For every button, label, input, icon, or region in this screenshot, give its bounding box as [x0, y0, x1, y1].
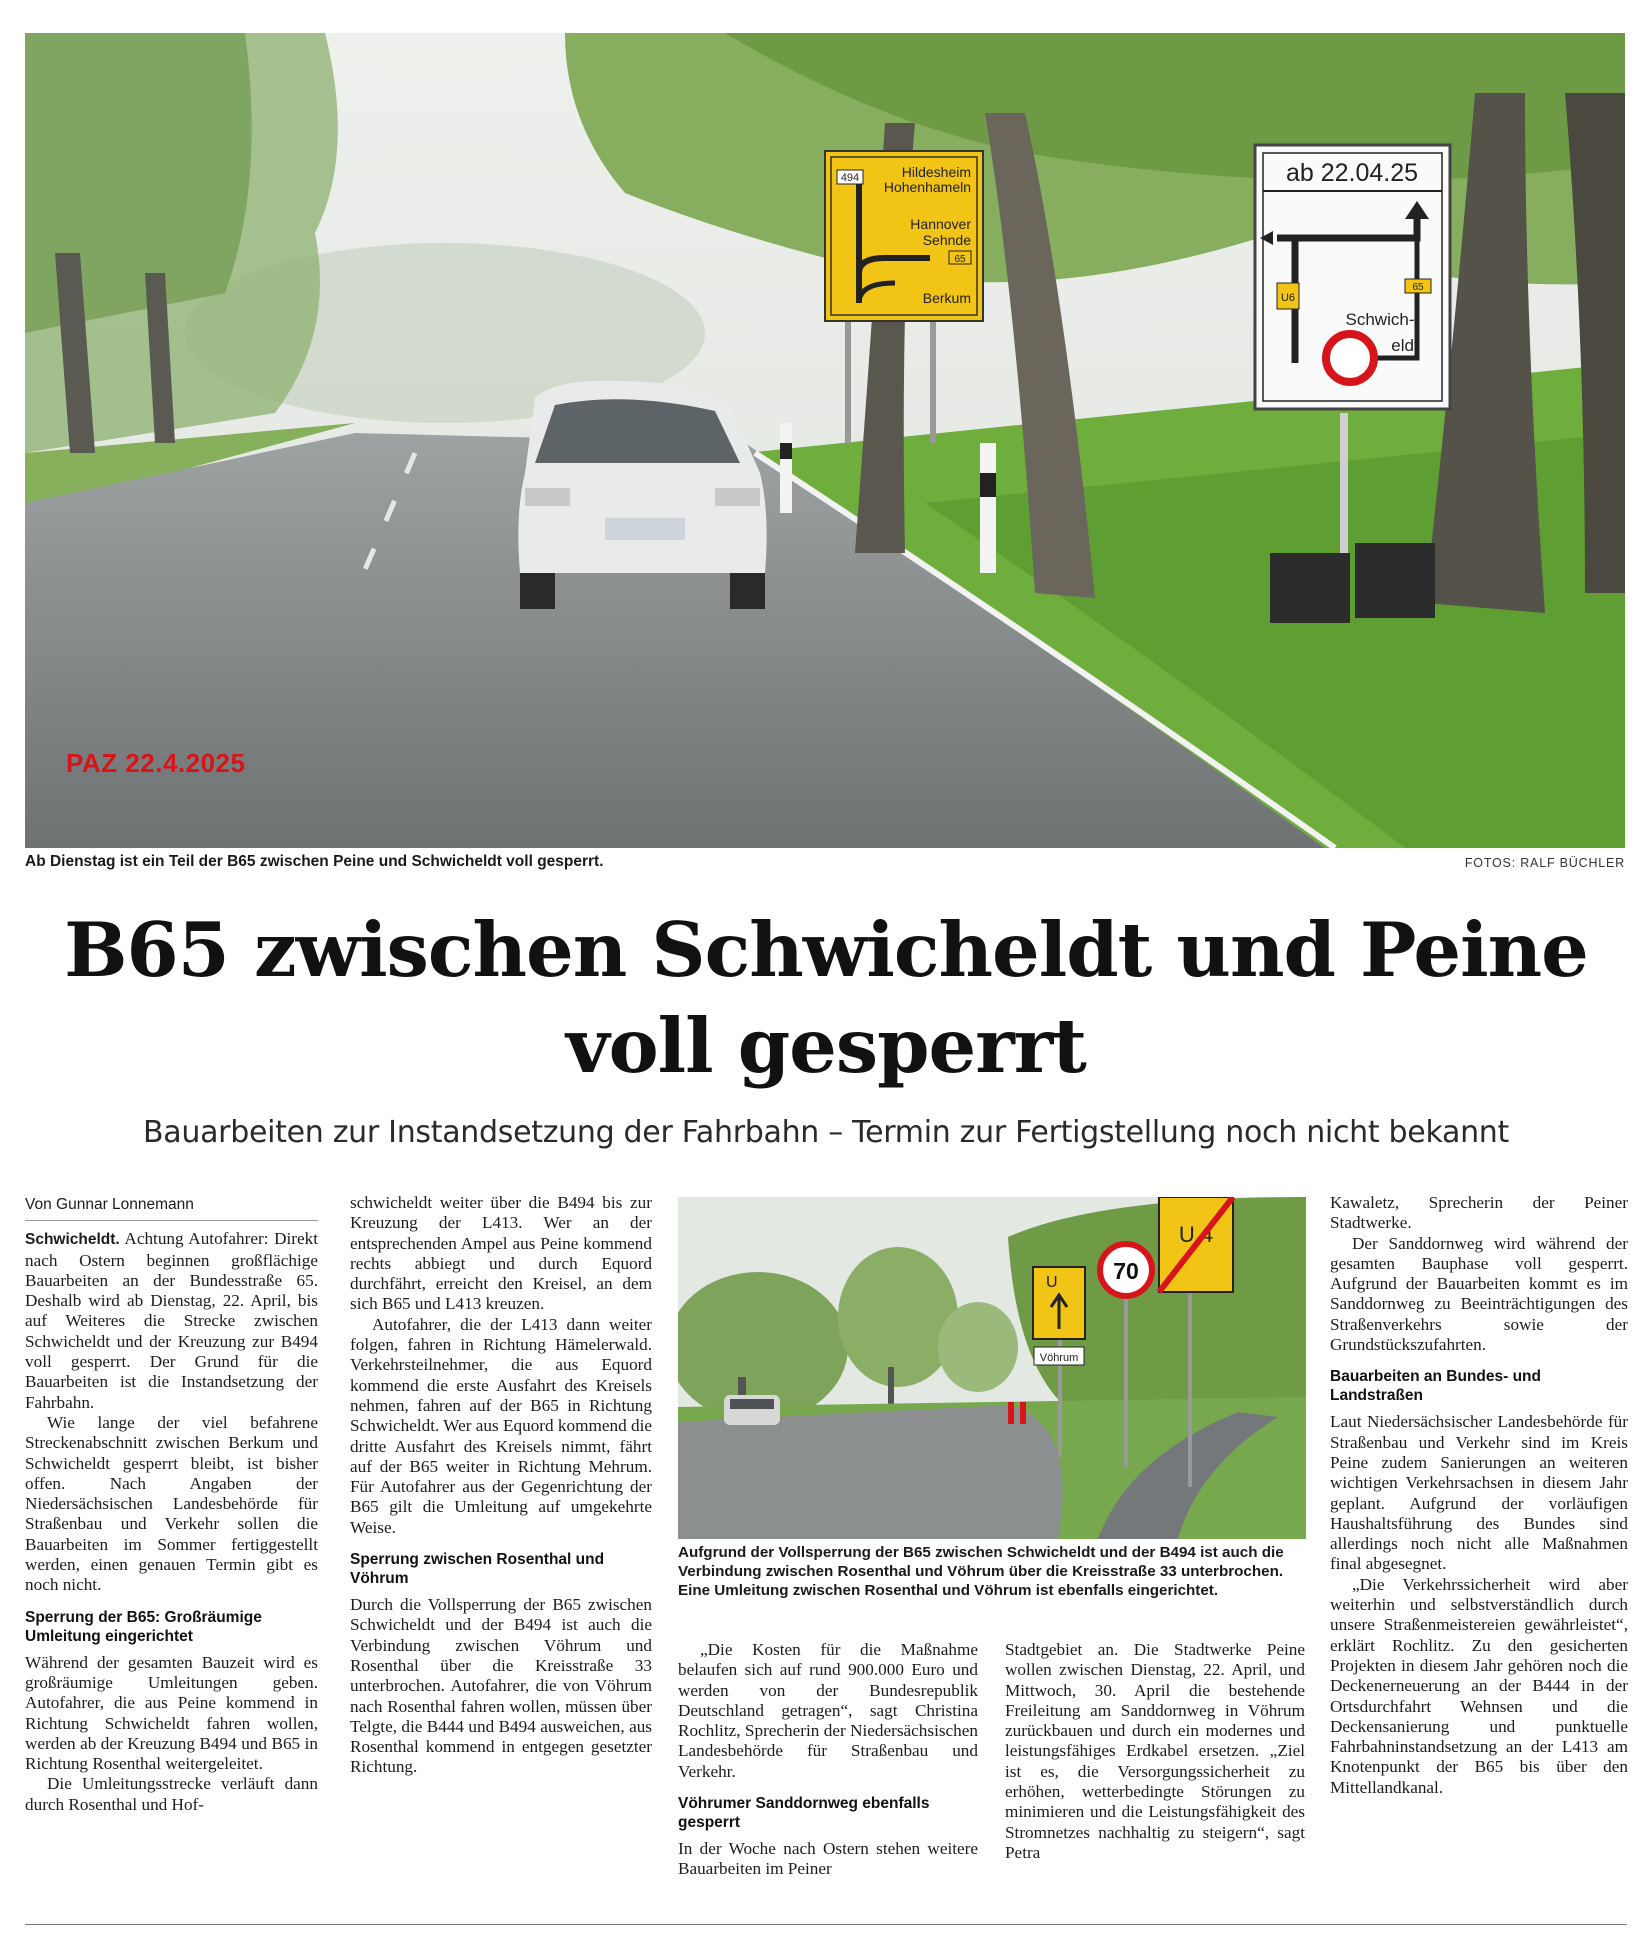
sign-text-hannover: Hannover	[910, 216, 971, 232]
column-2	[350, 1193, 652, 1778]
byline: Von Gunnar Lonnemann	[25, 1196, 194, 1213]
byline-rule	[25, 1220, 318, 1221]
col1-paragraph-3: Während der gesamten Bauzeit wird es großräumige Umleitungen geben. Autofahrer, die aus Peine kommend in Richtung Schwicheldt fahren wollen, werden ab der Kreuzung B494 und B65 in Richtung Rosenthal weitergeleitet.	[25, 1652, 318, 1774]
photo-credit: FOTOS: RALF BÜCHLER	[1464, 856, 1625, 870]
headline	[40, 902, 1612, 1094]
col1-paragraph-1	[25, 1229, 318, 1413]
sign-voehrum: Vöhrum	[1039, 1352, 1079, 1364]
col2-paragraph-1: schwicheldt weiter über die B494 bis zur Kreuzung der L413. Wer an der entsprechenden Ampel aus Peine kommend rechts abbiegt und durch Equord durchfährt, erreicht den Kreisel, an dem sich B65 und L413 kreuzen.	[350, 1193, 652, 1314]
sign-text-sehnde: Sehnde	[922, 232, 971, 248]
column-5	[1330, 1193, 1628, 1798]
col1-paragraph-4: Die Umleitungsstrecke verläuft dann durch Rosenthal und Hof-	[25, 1774, 318, 1814]
detour-sign-u6: U6	[1280, 292, 1296, 304]
col2-paragraph-3: Durch die Vollsperrung der B65 zwischen Schwicheldt und der B494 ist auch die Verbindung zwischen Vöhrum und Rosenthal über die Kreisstraße 33 unterbrochen. Autofahrer, die von Vöhrum nach Rosenthal fahren wollen, müssen über Telgte, die B444 und B494 ausweichen, aus Rosenthal kommend in entgegen gesetzter Richtung.	[350, 1595, 652, 1777]
photo-caption: Ab Dienstag ist ein Teil der B65 zwischen Peine und Schwicheldt voll gesperrt.	[25, 853, 604, 870]
col3-paragraph-1: „Die Kosten für die Maßnahme belaufen sich auf rund 900.000 Euro und werden von der Bundesrepublik Deutschland getragen“, sagt Christina Rochlitz, Sprecherin der Niedersächsischen Landesbehörde für Straßenbau und Verkehr.	[678, 1640, 978, 1781]
col1-paragraph-1-text: Achtung Autofahrer: Direkt nach Ostern beginnen großflächige Bauarbeiten an der Bundesstraße 65. Deshalb wird ab Dienstag, 22. April, bis auf Weiteres die Strecke zwischen Schwicheldt und der Kreuzung zur B494 voll gesperrt. Der Grund für die Bauarbeiten ist die Instandsetzung der Fahrbahn.	[25, 1229, 318, 1412]
detour-sign	[1255, 145, 1450, 409]
detour-sign-place1: Schwich-	[1345, 310, 1415, 329]
column-1	[25, 1195, 318, 1815]
col4-paragraph-1: Stadtgebiet an. Die Stadtwerke Peine wollen zwischen Dienstag, 22. April, und Mittwoch, 30. April die bestehende Freileitung am Sanddornweg in Vöhrum zurückbauen und durch ein modernes und leistungsfähiges Erdkabel ersetzen. „Ziel ist es, die Versorgungssicherheit zu erhöhen, wetterbedingte Störungen zu minimieren und die Leistungsfähigkeit des Stromnetzes nachhaltig zu steigern“, sagt Petra	[1005, 1640, 1305, 1862]
sign-u: U	[1046, 1274, 1058, 1291]
col2-subheading: Sperrung zwischen Rosenthal und Vöhrum	[350, 1551, 605, 1588]
col5-paragraph-4: „Die Verkehrssicherheit wird aber weiterhin und selbstverständlich durch unsere Straßenmeistereien gewährleistet“, erklärt Rochlitz. Zu den gesicherten Projekten in diesem Jahr gehören noch die Deckenerneuerung an der B444 in der Ortsdurchfahrt Wehnsen und die Deckensanierung und punktuelle Fahrbahninstandsetzung an der L413 am Knotenpunkt der B65 bis über den Mittellandkanal.	[1330, 1574, 1628, 1797]
bottom-rule	[25, 1924, 1627, 1925]
col1-paragraph-2: Wie lange der viel befahrene Streckenabschnitt zwischen Berkum und Schwicheldt gesperrt bleibt, ist bisher offen. Nach Angaben der Niedersächsischen Landesbehörde für Straßenbau und Verkehr sollen die Bauarbeiten im Sommer fertiggestellt werden, einen genauen Termin gibt es noch nicht.	[25, 1412, 318, 1595]
sign-70: 70	[1113, 1258, 1139, 1284]
col5-paragraph-3: Laut Niedersächsischer Landesbehörde für Straßenbau und Verkehr sind im Kreis Peine zudem Sanierungen an weiteren wichtigen Verkehrsachsen in diesem Jahr geplant. Aufgrund der vorläufigen Haushaltsführung des Bundes sind allerdings noch nicht alle Maßnahmen final abgesegnet.	[1330, 1412, 1628, 1574]
col3-paragraph-2: In der Woche nach Ostern stehen weitere Bauarbeiten im Peiner	[678, 1839, 978, 1879]
secondary-photo-illustration	[678, 1197, 1306, 1539]
detour-sign-road-65: 65	[1412, 282, 1424, 293]
dateline: Schwicheldt.	[25, 1231, 120, 1249]
detour-sign-place2: eldt	[1391, 336, 1419, 355]
column-4	[1005, 1640, 1305, 1863]
col1-subheading: Sperrung der B65: Großräumige Umleitung eingerichtet	[25, 1608, 262, 1645]
headline-line-2: voll gesperrt	[566, 1002, 1086, 1090]
col3-subheading: Vöhrumer Sanddornweg ebenfalls gesperrt	[678, 1795, 930, 1832]
newspaper-stamp: PAZ 22.4.2025	[66, 748, 246, 778]
col2-paragraph-2: Autofahrer, die der L413 dann weiter folgen, fahren in Richtung Hämelerwald. Verkehrsteilnehmer, die aus Equord kommend die erste Ausfahrt des Kreisels nehmen, fahren auf der B65 in Richtung Schwicheldt. Wer aus Equord kommend die dritte Ausfahrt des Kreisels nimmt, fährt auf der B65 weiter in Richtung Mehrum. Für Autofahrer aus der Gegenrichtung der B65 gilt die Umleitung auf umgekehrte Weise.	[350, 1314, 652, 1537]
secondary-photo-caption: Aufgrund der Vollsperrung der B65 zwischen Schwicheldt und der B494 ist auch die Verbindung zwischen Rosenthal und Vöhrum über die Kreisstraße 33 unterbrochen. Eine Umleitung zwischen Rosenthal und Vöhrum ist ebenfalls eingerichtet.	[678, 1544, 1284, 1600]
detour-sign-date: ab 22.04.25	[1285, 159, 1419, 187]
sign-text-berkum: Berkum	[922, 290, 971, 306]
hero-photo	[25, 33, 1625, 848]
col5-subheading: Bauarbeiten an Bundes- und Landstraßen	[1330, 1368, 1541, 1405]
sign-road-65: 65	[954, 254, 966, 265]
hero-photo-illustration	[25, 33, 1625, 848]
col5-paragraph-2: Der Sanddornweg wird während der gesamten Bauphase voll gesperrt. Aufgrund der Bauarbeiten kommt es im Sanddornweg zu Beeinträchtigungen des Straßenverkehrs sowie der Grundstückszufahrten.	[1330, 1233, 1628, 1355]
sign-text-hildesheim: Hildesheim	[901, 164, 971, 180]
column-3	[678, 1640, 978, 1880]
secondary-photo	[678, 1197, 1306, 1539]
sign-text-hohenhameln: Hohenhameln	[883, 179, 971, 195]
headline-line-1: B65 zwischen Schwicheldt und Peine	[64, 906, 1588, 994]
sign-u4: U 4	[1178, 1222, 1214, 1247]
subheadline: Bauarbeiten zur Instandsetzung der Fahrbahn – Termin zur Fertigstellung noch nicht bekannt	[143, 1115, 1509, 1150]
sign-road-494: 494	[840, 172, 860, 184]
col5-paragraph-1: Kawaletz, Sprecherin der Peiner Stadtwerke.	[1330, 1193, 1628, 1233]
